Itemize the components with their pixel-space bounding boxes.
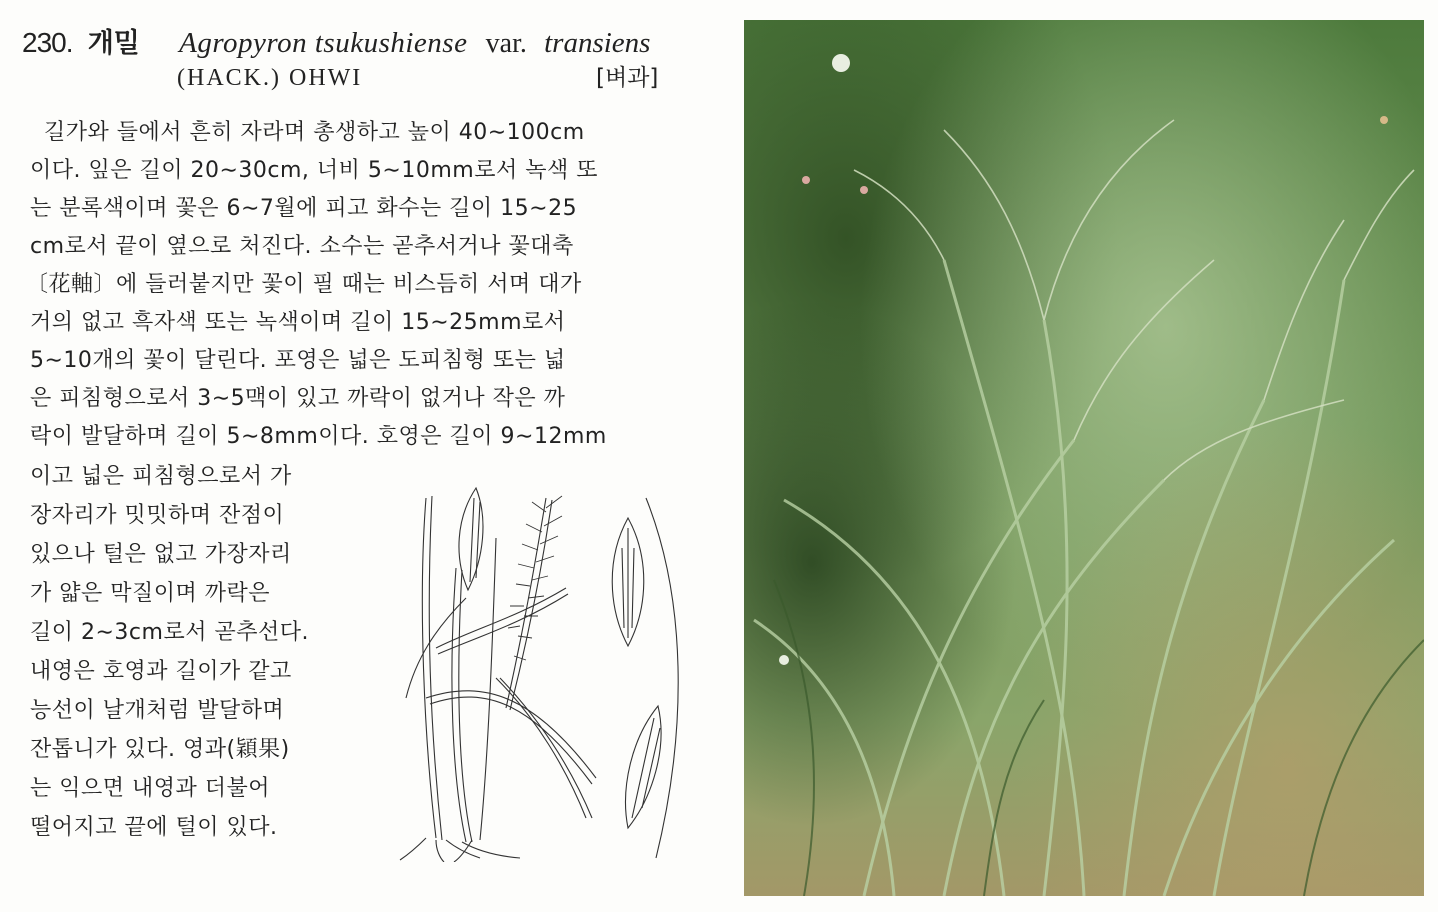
scientific-name: Agropyron tsukushiense [179, 27, 468, 59]
description-line: 능선이 날개처럼 발달하며 [30, 698, 285, 723]
description-line: 거의 없고 흑자색 또는 녹색이며 길이 15∼25mm로서 [30, 310, 566, 335]
description-line: 가 얇은 막질이며 까락은 [30, 581, 271, 606]
description-line: 는 익으면 내영과 더불어 [30, 776, 271, 801]
species-title [22, 22, 682, 62]
description-line: 는 분록색이며 꽃은 6∼7월에 피고 화수는 길이 15∼25 [30, 196, 578, 221]
description-line: 장자리가 밋밋하며 잔점이 [30, 503, 285, 528]
species-number: 230. [22, 27, 73, 58]
variety-name: transiens [544, 27, 651, 59]
family-name: [벼과] [596, 65, 659, 91]
description-line: 있으나 털은 없고 가장자리 [30, 542, 292, 567]
description-line: cm로서 끝이 옆으로 처진다. 소수는 곧추서거나 꽃대축 [30, 234, 574, 259]
description-line: 잔톱니가 있다. 영과(穎果) [30, 737, 290, 762]
author-citation: (HACK.) OHWI [177, 65, 363, 91]
description-line: 이고 넓은 피침형으로서 가 [30, 464, 292, 489]
description-line: 락이 발달하며 길이 5∼8mm이다. 호영은 길이 9∼12mm [30, 424, 607, 449]
description-line: 내영은 호영과 길이가 같고 [30, 659, 292, 684]
description-line: 5∼10개의 꽃이 달린다. 포영은 넓은 도피침형 또는 넓 [30, 348, 566, 373]
description-line: 떨어지고 끝에 털이 있다. [30, 815, 278, 840]
description-line: 길이 2∼3cm로서 곧추선다. [30, 620, 309, 645]
grass-illustration [396, 478, 702, 862]
description-line: 은 피침형으로서 3∼5맥이 있고 까락이 없거나 작은 까 [30, 386, 566, 411]
description-line: 〔花軸〕에 들러붙지만 꽃이 필 때는 비스듬히 서며 대가 [26, 272, 582, 297]
var-label: var. [485, 28, 527, 59]
description-line: 이다. 잎은 길이 20∼30cm, 너비 5∼10mm로서 녹색 또 [30, 158, 598, 183]
description-line: 길가와 들에서 흔히 자라며 총생하고 높이 40∼100cm [44, 120, 585, 145]
korean-name: 개밀 [87, 28, 140, 59]
grass-photo [744, 20, 1424, 896]
